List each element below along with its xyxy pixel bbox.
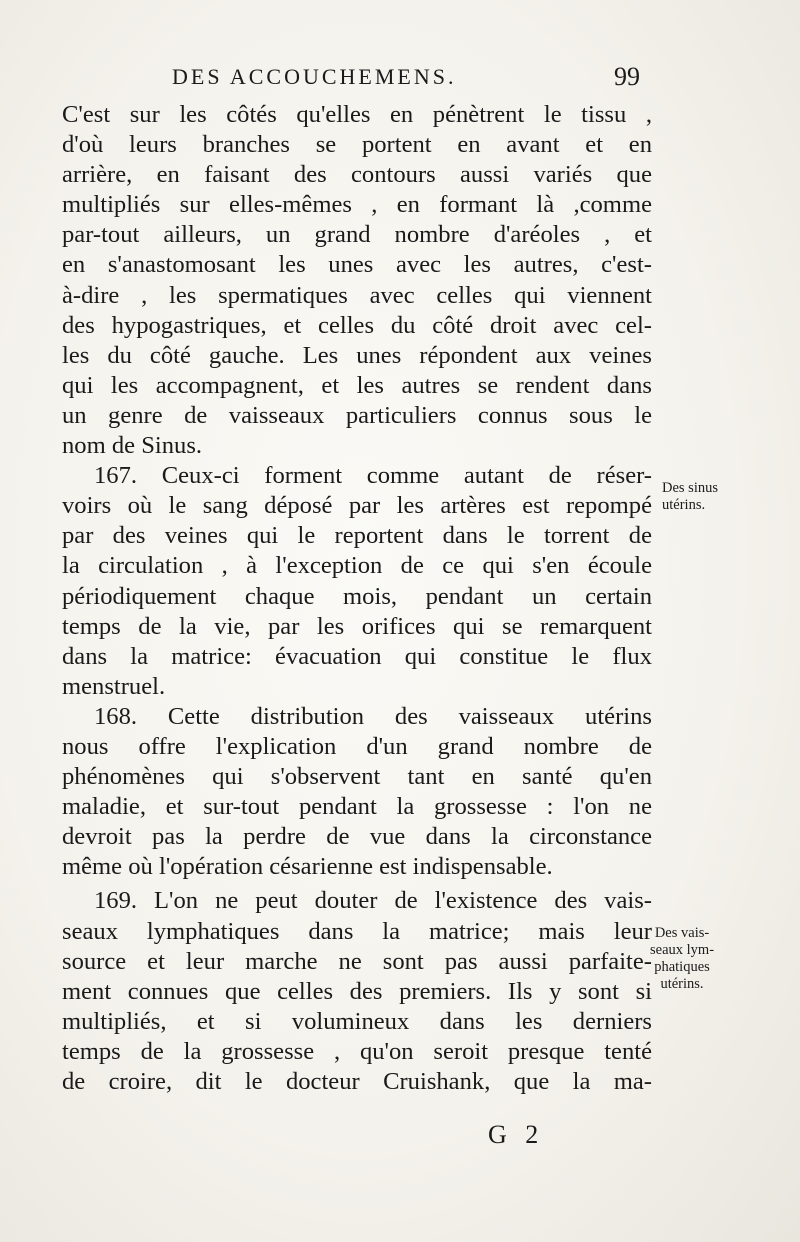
text-line: multipliés sur elles-mêmes , en formant là ,comme xyxy=(62,191,652,219)
text-line: la circulation , à l'exception de ce qui s'en écoule xyxy=(62,552,652,580)
text-line: les du côté gauche. Les unes répondent aux veines xyxy=(62,341,652,369)
text-line: maladie, et sur-tout pendant la grossesse : l'on ne xyxy=(62,793,652,821)
text-line: par-tout ailleurs, un grand nombre d'aréoles , et xyxy=(62,221,652,249)
text-line: voirs où le sang déposé par les artères est repompé xyxy=(62,492,652,520)
margin-note-line: utérins. xyxy=(662,497,706,513)
text-line: nom de Sinus. xyxy=(62,432,203,460)
margin-note-sinus xyxy=(662,480,718,514)
text-line: dans la matrice: évacuation qui constitue le flux xyxy=(62,642,652,670)
paragraph-169-start: 169. L'on ne peut douter de l'existence des vais- xyxy=(94,887,652,915)
text-line: par des veines qui le reportent dans le torrent de xyxy=(62,522,652,550)
margin-note-line: utérins. xyxy=(660,976,704,992)
text-line: multipliés, et si volumineux dans les derniers xyxy=(62,1007,652,1035)
text-line: seaux lymphatiques dans la matrice; mais leur xyxy=(62,917,652,945)
page-header xyxy=(172,64,642,98)
text-line: de croire, dit le docteur Cruishank, que la ma- xyxy=(62,1068,652,1095)
text-line: des hypogastriques, et celles du côté droit avec cel- xyxy=(62,311,652,339)
text-line: même où l'opération césarienne est indispensable. xyxy=(62,853,553,881)
text-line: arrière, en faisant des contours aussi variés que xyxy=(62,161,652,189)
margin-note-lymphatics xyxy=(650,925,714,993)
text-line: d'où leurs branches se portent en avant et en xyxy=(62,131,652,159)
text-line: menstruel. xyxy=(62,672,166,700)
paragraph-168-start: 168. Cette distribution des vaisseaux utérins xyxy=(94,702,652,730)
text-line: un genre de vaisseaux particuliers connus sous le xyxy=(62,401,652,429)
text-line: périodiquement chaque mois, pendant un certain xyxy=(62,582,652,610)
text-line: devroit pas la perdre de vue dans la circonstance xyxy=(62,823,652,851)
text-line: source et leur marche ne sont pas aussi parfaite- xyxy=(62,947,652,975)
margin-note-line: seaux lym- xyxy=(650,942,715,958)
text-line: temps de la vie, par les orifices qui se remarquent xyxy=(62,612,652,640)
margin-note-line: Des vais- xyxy=(654,925,710,941)
margin-note-line: phatiques xyxy=(654,959,710,975)
paragraph-167-start: 167. Ceux-ci forment comme autant de réser- xyxy=(94,462,652,490)
text-line: temps de la grossesse , qu'on seroit presque tenté xyxy=(62,1037,652,1065)
text-line: phénomènes qui s'observent tant en santé qu'en xyxy=(62,763,652,791)
margin-note-line: Des sinus xyxy=(662,480,718,496)
text-line: nous offre l'explication d'un grand nombre de xyxy=(62,732,652,760)
text-line: à-dire , les spermatiques avec celles qui viennent xyxy=(62,281,652,309)
body-text xyxy=(62,100,652,1097)
text-line: qui les accompagnent, et les autres se rendent dans xyxy=(62,371,652,399)
running-title: DES ACCOUCHEMENS. xyxy=(172,64,457,89)
text-line: en s'anastomosant les unes avec les autres, c'est- xyxy=(62,251,652,279)
text-line: C'est sur les côtés qu'elles en pénètrent le tissu , xyxy=(62,101,652,128)
signature-mark: G 2 xyxy=(488,1120,545,1149)
text-line: ment connues que celles des premiers. Ils y sont si xyxy=(62,977,652,1005)
page-number: 99 xyxy=(614,62,640,91)
